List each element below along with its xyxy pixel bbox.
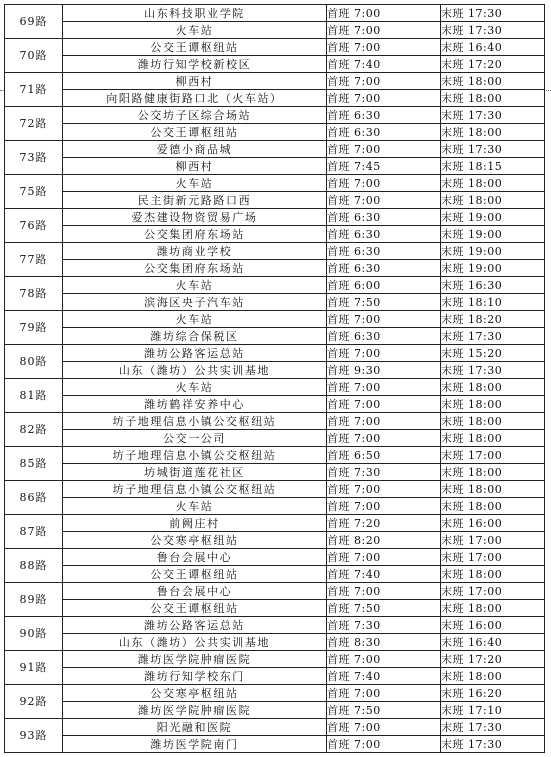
first-bus-time: 首班 6:30 — [327, 260, 441, 277]
first-bus-time: 首班 6:30 — [327, 124, 441, 141]
stop-name: 柳西村 — [63, 158, 327, 175]
table-row — [5, 226, 545, 243]
last-bus-time: 末班 18:00 — [441, 396, 545, 413]
first-bus-time: 首班 7:45 — [327, 158, 441, 175]
route-number: 92路 — [5, 685, 63, 719]
first-bus-time: 首班 7:00 — [327, 736, 441, 753]
last-bus-time: 末班 18:00 — [441, 668, 545, 685]
last-bus-time: 末班 16:30 — [441, 277, 545, 294]
stop-name: 火车站 — [63, 379, 327, 396]
table-row — [5, 736, 545, 753]
bus-timetable — [4, 4, 545, 753]
last-bus-time: 末班 17:00 — [441, 532, 545, 549]
route-number: 79路 — [5, 311, 63, 345]
table-row — [5, 481, 545, 498]
stop-name: 坊城街道莲花社区 — [63, 464, 327, 481]
first-bus-time: 首班 6:50 — [327, 447, 441, 464]
stop-name: 潍坊公路客运总站 — [63, 345, 327, 362]
stop-name: 滨海区央子汽车站 — [63, 294, 327, 311]
last-bus-time: 末班 18:00 — [441, 498, 545, 515]
first-bus-time: 首班 6:30 — [327, 328, 441, 345]
route-number: 70路 — [5, 39, 63, 73]
stop-name: 鲁台会展中心 — [63, 583, 327, 600]
last-bus-time: 末班 18:00 — [441, 600, 545, 617]
first-bus-time: 首班 7:00 — [327, 175, 441, 192]
first-bus-time: 首班 7:50 — [327, 294, 441, 311]
table-row — [5, 107, 545, 124]
first-bus-time: 首班 6:30 — [327, 226, 441, 243]
route-number: 77路 — [5, 243, 63, 277]
stop-name: 山东（潍坊）公共实训基地 — [63, 362, 327, 379]
first-bus-time: 首班 7:20 — [327, 515, 441, 532]
table-row — [5, 617, 545, 634]
timetable-body — [5, 5, 545, 753]
first-bus-time: 首班 7:50 — [327, 600, 441, 617]
table-row — [5, 56, 545, 73]
last-bus-time: 末班 17:30 — [441, 328, 545, 345]
last-bus-time: 末班 17:30 — [441, 5, 545, 22]
first-bus-time: 首班 7:00 — [327, 90, 441, 107]
first-bus-time: 首班 7:00 — [327, 583, 441, 600]
last-bus-time: 末班 18:00 — [441, 90, 545, 107]
stop-name: 潍坊医学院南门 — [63, 736, 327, 753]
first-bus-time: 首班 7:00 — [327, 22, 441, 39]
last-bus-time: 末班 19:00 — [441, 209, 545, 226]
table-row — [5, 464, 545, 481]
first-bus-time: 首班 7:00 — [327, 39, 441, 56]
stop-name: 火车站 — [63, 311, 327, 328]
table-row — [5, 311, 545, 328]
route-number: 85路 — [5, 447, 63, 481]
last-bus-time: 末班 18:15 — [441, 158, 545, 175]
first-bus-time: 首班 7:00 — [327, 413, 441, 430]
table-row — [5, 566, 545, 583]
stop-name: 爱杰建设物资贸易广场 — [63, 209, 327, 226]
last-bus-time: 末班 18:20 — [441, 311, 545, 328]
last-bus-time: 末班 17:30 — [441, 22, 545, 39]
route-number: 93路 — [5, 719, 63, 753]
last-bus-time: 末班 17:00 — [441, 583, 545, 600]
table-row — [5, 379, 545, 396]
stop-name: 坊子地理信息小镇公交枢纽站 — [63, 413, 327, 430]
stop-name: 公交王谭枢纽站 — [63, 566, 327, 583]
table-row — [5, 73, 545, 90]
stop-name: 鲁台会展中心 — [63, 549, 327, 566]
last-bus-time: 末班 17:20 — [441, 56, 545, 73]
route-number: 75路 — [5, 175, 63, 209]
last-bus-time: 末班 17:30 — [441, 362, 545, 379]
table-row — [5, 498, 545, 515]
first-bus-time: 首班 8:20 — [327, 532, 441, 549]
stop-name: 公交王谭枢纽站 — [63, 124, 327, 141]
first-bus-time: 首班 7:00 — [327, 651, 441, 668]
route-number: 91路 — [5, 651, 63, 685]
last-bus-time: 末班 18:00 — [441, 379, 545, 396]
table-row — [5, 5, 545, 22]
last-bus-time: 末班 18:00 — [441, 175, 545, 192]
last-bus-time: 末班 16:20 — [441, 685, 545, 702]
table-row — [5, 243, 545, 260]
route-number: 88路 — [5, 549, 63, 583]
first-bus-time: 首班 7:00 — [327, 498, 441, 515]
first-bus-time: 首班 7:40 — [327, 566, 441, 583]
table-row — [5, 583, 545, 600]
last-bus-time: 末班 18:00 — [441, 430, 545, 447]
first-bus-time: 首班 7:40 — [327, 56, 441, 73]
table-row — [5, 158, 545, 175]
stop-name: 潍坊鹤祥安养中心 — [63, 396, 327, 413]
table-row — [5, 413, 545, 430]
stop-name: 火车站 — [63, 277, 327, 294]
stop-name: 公交王谭枢纽站 — [63, 600, 327, 617]
first-bus-time: 首班 7:30 — [327, 464, 441, 481]
last-bus-time: 末班 16:40 — [441, 634, 545, 651]
stop-name: 公交寒亭枢纽站 — [63, 685, 327, 702]
last-bus-time: 末班 18:00 — [441, 124, 545, 141]
last-bus-time: 末班 17:30 — [441, 107, 545, 124]
last-bus-time: 末班 18:00 — [441, 73, 545, 90]
stop-name: 火车站 — [63, 22, 327, 39]
first-bus-time: 首班 7:00 — [327, 396, 441, 413]
route-number: 69路 — [5, 5, 63, 39]
table-row — [5, 651, 545, 668]
last-bus-time: 末班 17:20 — [441, 651, 545, 668]
table-row — [5, 685, 545, 702]
stop-name: 山东科技职业学院 — [63, 5, 327, 22]
table-row — [5, 294, 545, 311]
table-row — [5, 515, 545, 532]
route-number: 76路 — [5, 209, 63, 243]
table-row — [5, 447, 545, 464]
last-bus-time: 末班 18:00 — [441, 192, 545, 209]
table-row — [5, 22, 545, 39]
first-bus-time: 首班 7:50 — [327, 702, 441, 719]
route-number: 81路 — [5, 379, 63, 413]
stop-name: 山东（潍坊）公共实训基地 — [63, 634, 327, 651]
last-bus-time: 末班 17:30 — [441, 141, 545, 158]
last-bus-time: 末班 15:20 — [441, 345, 545, 362]
route-number: 89路 — [5, 583, 63, 617]
first-bus-time: 首班 7:00 — [327, 481, 441, 498]
last-bus-time: 末班 17:00 — [441, 447, 545, 464]
table-row — [5, 362, 545, 379]
first-bus-time: 首班 6:30 — [327, 107, 441, 124]
table-row — [5, 328, 545, 345]
stop-name: 坊子地理信息小镇公交枢纽站 — [63, 481, 327, 498]
table-row — [5, 396, 545, 413]
route-number: 71路 — [5, 73, 63, 107]
stop-name: 公交一公司 — [63, 430, 327, 447]
stop-name: 火车站 — [63, 498, 327, 515]
table-row — [5, 345, 545, 362]
route-number: 90路 — [5, 617, 63, 651]
first-bus-time: 首班 7:00 — [327, 549, 441, 566]
table-row — [5, 192, 545, 209]
first-bus-time: 首班 7:00 — [327, 192, 441, 209]
table-row — [5, 124, 545, 141]
first-bus-time: 首班 7:00 — [327, 5, 441, 22]
stop-name: 潍坊综合保税区 — [63, 328, 327, 345]
table-row — [5, 260, 545, 277]
table-row — [5, 430, 545, 447]
last-bus-time: 末班 16:00 — [441, 617, 545, 634]
table-row — [5, 634, 545, 651]
route-number: 72路 — [5, 107, 63, 141]
stop-name: 潍坊行知学校东门 — [63, 668, 327, 685]
route-number: 78路 — [5, 277, 63, 311]
stop-name: 柳西村 — [63, 73, 327, 90]
stop-name: 潍坊行知学校新校区 — [63, 56, 327, 73]
table-row — [5, 549, 545, 566]
first-bus-time: 首班 7:00 — [327, 345, 441, 362]
last-bus-time: 末班 18:10 — [441, 294, 545, 311]
stop-name: 潍坊公路客运总站 — [63, 617, 327, 634]
table-row — [5, 719, 545, 736]
last-bus-time: 末班 19:00 — [441, 243, 545, 260]
first-bus-time: 首班 7:00 — [327, 685, 441, 702]
first-bus-time: 首班 6:30 — [327, 243, 441, 260]
last-bus-time: 末班 18:00 — [441, 413, 545, 430]
route-number: 80路 — [5, 345, 63, 379]
stop-name: 阳光融和医院 — [63, 719, 327, 736]
last-bus-time: 末班 16:00 — [441, 515, 545, 532]
stop-name: 坊子地理信息小镇公交枢纽站 — [63, 447, 327, 464]
first-bus-time: 首班 7:00 — [327, 719, 441, 736]
first-bus-time: 首班 7:00 — [327, 141, 441, 158]
table-row — [5, 141, 545, 158]
stop-name: 潍坊医学院肿瘤医院 — [63, 702, 327, 719]
first-bus-time: 首班 6:30 — [327, 209, 441, 226]
stop-name: 公交集团府东场站 — [63, 226, 327, 243]
first-bus-time: 首班 7:30 — [327, 617, 441, 634]
stop-name: 潍坊医学院肿瘤医院 — [63, 651, 327, 668]
first-bus-time: 首班 7:00 — [327, 379, 441, 396]
table-row — [5, 600, 545, 617]
last-bus-time: 末班 17:30 — [441, 719, 545, 736]
page-fold-marker-right — [544, 90, 551, 91]
first-bus-time: 首班 7:00 — [327, 311, 441, 328]
last-bus-time: 末班 18:00 — [441, 464, 545, 481]
last-bus-time: 末班 17:30 — [441, 736, 545, 753]
stop-name: 前阙庄村 — [63, 515, 327, 532]
last-bus-time: 末班 19:00 — [441, 260, 545, 277]
last-bus-time: 末班 17:10 — [441, 702, 545, 719]
stop-name: 公交寒亭枢纽站 — [63, 532, 327, 549]
first-bus-time: 首班 6:00 — [327, 277, 441, 294]
last-bus-time: 末班 19:00 — [441, 226, 545, 243]
table-row — [5, 702, 545, 719]
last-bus-time: 末班 17:00 — [441, 549, 545, 566]
first-bus-time: 首班 8:30 — [327, 634, 441, 651]
stop-name: 公交坊子区综合场站 — [63, 107, 327, 124]
first-bus-time: 首班 7:00 — [327, 73, 441, 90]
table-row — [5, 175, 545, 192]
table-row — [5, 39, 545, 56]
stop-name: 火车站 — [63, 175, 327, 192]
stop-name: 爱德小商品城 — [63, 141, 327, 158]
stop-name: 潍坊商业学校 — [63, 243, 327, 260]
table-row — [5, 90, 545, 107]
table-row — [5, 277, 545, 294]
stop-name: 公交集团府东场站 — [63, 260, 327, 277]
first-bus-time: 首班 7:00 — [327, 430, 441, 447]
stop-name: 民主街新元路路口西 — [63, 192, 327, 209]
table-row — [5, 532, 545, 549]
first-bus-time: 首班 7:40 — [327, 668, 441, 685]
stop-name: 公交王谭枢纽站 — [63, 39, 327, 56]
route-number: 82路 — [5, 413, 63, 447]
last-bus-time: 末班 18:00 — [441, 566, 545, 583]
first-bus-time: 首班 9:30 — [327, 362, 441, 379]
table-row — [5, 209, 545, 226]
route-number: 73路 — [5, 141, 63, 175]
stop-name: 向阳路健康街路口北（火车站） — [63, 90, 327, 107]
last-bus-time: 末班 16:40 — [441, 39, 545, 56]
table-row — [5, 668, 545, 685]
last-bus-time: 末班 18:00 — [441, 481, 545, 498]
route-number: 87路 — [5, 515, 63, 549]
route-number: 86路 — [5, 481, 63, 515]
